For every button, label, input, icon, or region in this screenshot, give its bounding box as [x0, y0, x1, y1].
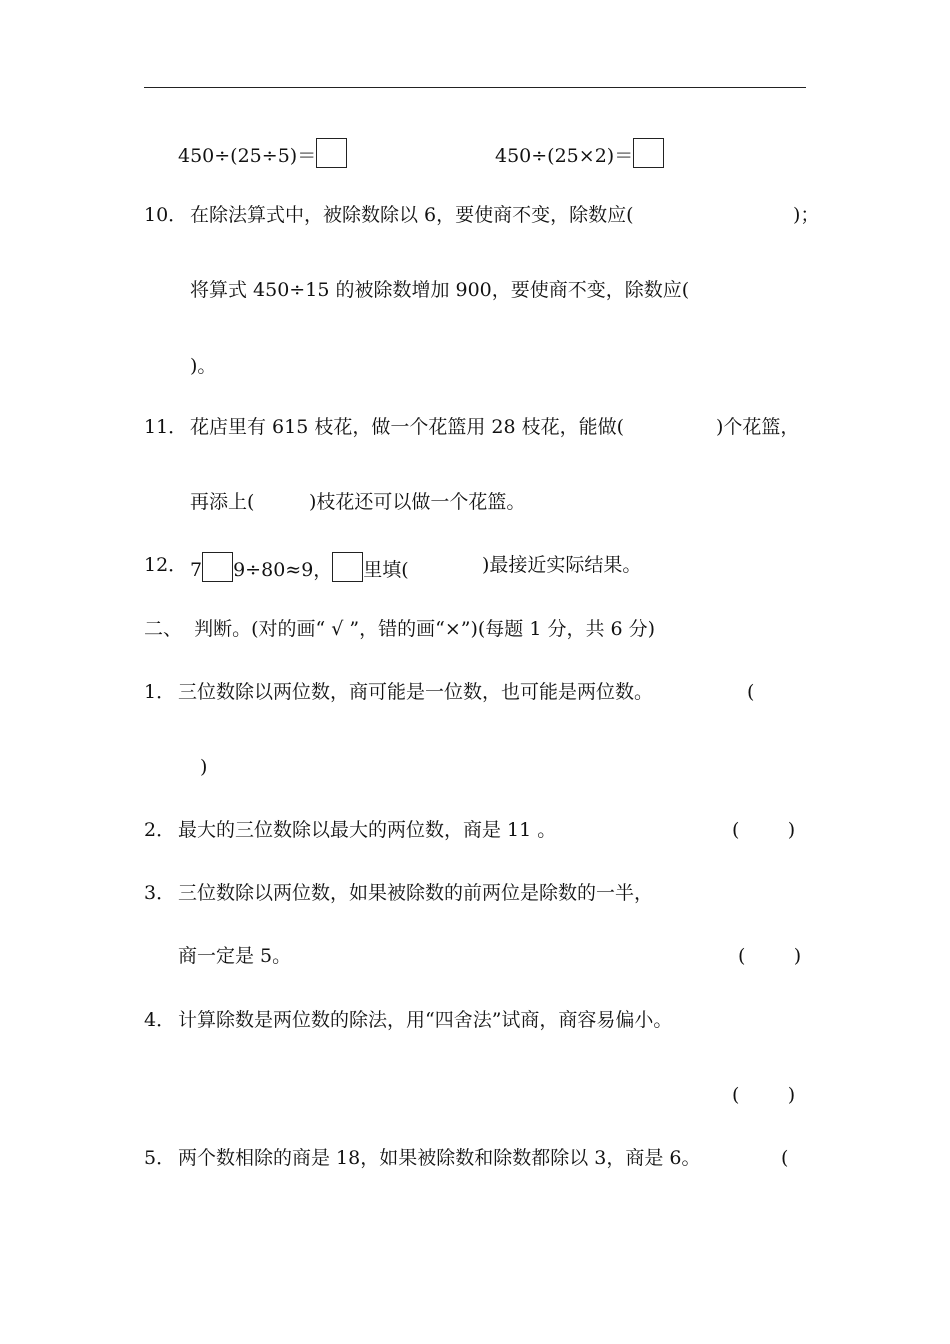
judge-4-paren[interactable]: ( )	[732, 1084, 796, 1106]
judge-1-number: 1．	[144, 681, 176, 703]
q12-part-a: 7	[190, 559, 203, 581]
q12-part-b: 9÷80≈9，	[233, 559, 333, 581]
q12-expression	[190, 552, 409, 583]
q9-expr-a-text: 450÷(25÷5)＝	[178, 145, 317, 167]
q10-number: 10．	[144, 204, 188, 226]
judge-1-close-paren[interactable]: )	[200, 756, 208, 778]
q12-part-d: )最接近实际结果。	[482, 554, 642, 576]
judge-3-text: 三位数除以两位数，如果被除数的前两位是除数的一半，	[178, 882, 654, 904]
section-heading: 二、 判断。(对的画“ √ ”，错的画“×”)(每题 1 分，共 6 分)	[144, 618, 656, 640]
q11-line2-b: )枝花还可以做一个花篮。	[309, 491, 526, 513]
judge-4-text: 计算除数是两位数的除法，用“四舍法”试商，商容易偏小。	[178, 1009, 673, 1031]
q9-expr-b-text: 450÷(25×2)＝	[495, 145, 634, 167]
judge-2-paren[interactable]: ( )	[732, 819, 796, 841]
q11-line1-a: 花店里有 615 枝花，做一个花篮用 28 枝花，能做(	[190, 416, 625, 438]
judge-2-text: 最大的三位数除以最大的两位数，商是 11 。	[178, 819, 557, 841]
answer-box[interactable]	[633, 138, 664, 168]
q12-number: 12．	[144, 554, 188, 576]
judge-5-open-paren[interactable]: (	[781, 1147, 789, 1169]
judge-1-text: 三位数除以两位数，商可能是一位数，也可能是两位数。	[178, 681, 654, 703]
judge-4-number: 4．	[144, 1009, 176, 1031]
judge-2-number: 2．	[144, 819, 176, 841]
q11-line2-a: 再添上(	[190, 491, 255, 513]
q10-line1-end: )；	[793, 204, 820, 226]
q11-line1-b: )个花篮，	[716, 416, 800, 438]
q12-part-c: 里填(	[363, 559, 409, 581]
judge-3-paren[interactable]: ( )	[738, 945, 802, 967]
q11-number: 11．	[144, 416, 188, 438]
q10-line3: )。	[190, 355, 217, 377]
answer-box[interactable]	[316, 138, 347, 168]
judge-5-number: 5．	[144, 1147, 176, 1169]
digit-box[interactable]	[332, 552, 363, 582]
q9-expr-a	[178, 138, 347, 169]
header-rule	[144, 87, 806, 88]
digit-box[interactable]	[202, 552, 233, 582]
q10-line1: 在除法算式中，被除数除以 6，要使商不变，除数应(	[190, 204, 634, 226]
judge-1-open-paren[interactable]: (	[747, 681, 755, 703]
judge-3-number: 3．	[144, 882, 176, 904]
q10-line2: 将算式 450÷15 的被除数增加 900，要使商不变，除数应(	[190, 279, 690, 301]
judge-3-text-2: 商一定是 5。	[178, 945, 292, 967]
q9-expr-b	[495, 138, 664, 169]
judge-5-text: 两个数相除的商是 18，如果被除数和除数都除以 3，商是 6。	[178, 1147, 701, 1169]
